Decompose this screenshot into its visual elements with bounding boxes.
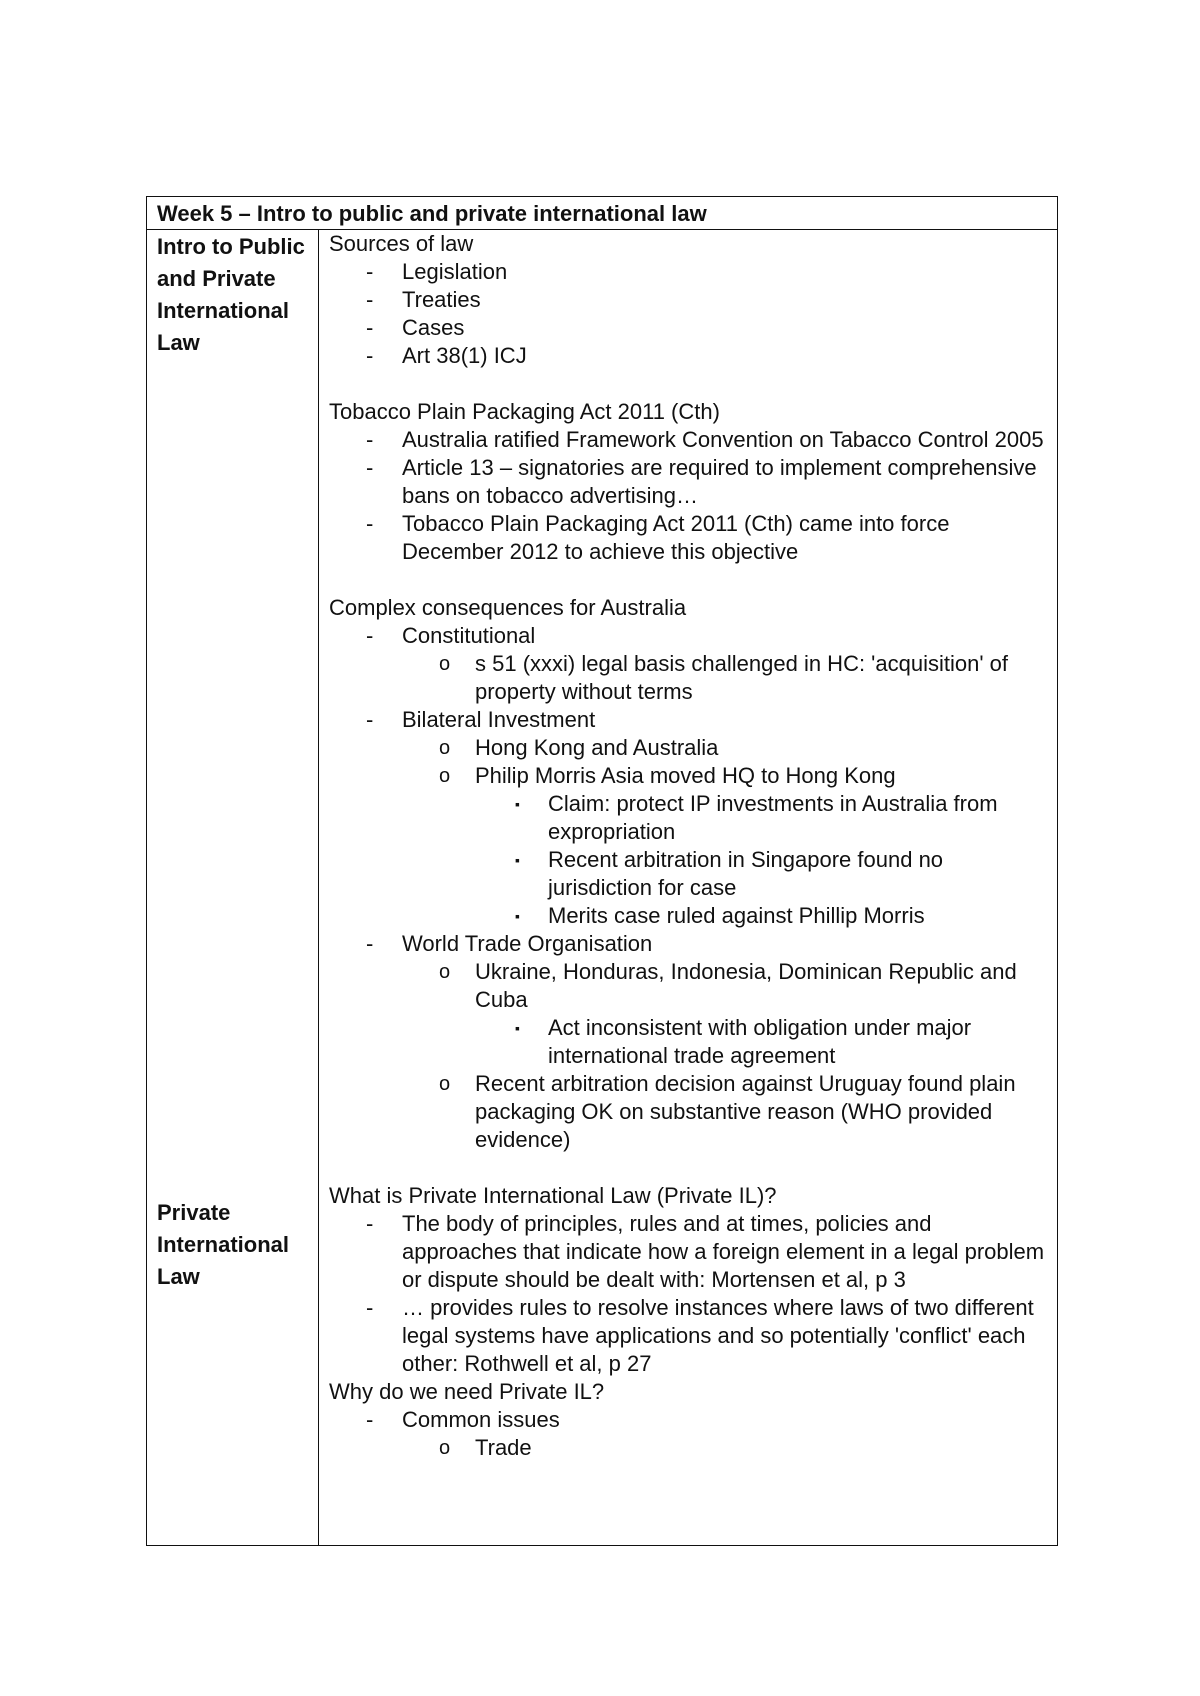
- list-item: - Bilateral Investment: [366, 707, 596, 732]
- list-item: - … provides rules to resolve instances where laws of two different legal systems have applications and so potentially 'conflict' each other: Rothwell et al, p 27: [366, 1295, 1034, 1376]
- circle-bullet: o: [439, 765, 451, 787]
- dash-bullet: -: [366, 343, 374, 368]
- list-item: o Hong Kong and Australia: [439, 735, 719, 760]
- square-bullet: ▪: [515, 1020, 520, 1036]
- table-header: Week 5 – Intro to public and private international law: [147, 197, 1057, 230]
- dash-bullet: -: [366, 511, 374, 536]
- list-item: - Constitutional: [366, 623, 536, 648]
- list-item: - Article 13 – signatories are required to implement comprehensive bans on tobacco advertising…: [366, 455, 1037, 508]
- list-item: ▪ Recent arbitration in Singapore found no jurisdiction for case: [515, 847, 944, 900]
- list-item: - Common issues: [366, 1407, 560, 1432]
- section-sources-of-law: [329, 230, 1049, 370]
- section-tobacco-act: [329, 398, 1049, 566]
- dash-bullet: -: [366, 259, 374, 284]
- list-item: - Art 38(1) ICJ: [366, 343, 527, 368]
- list-item: ▪ Act inconsistent with obligation under major international trade agreement: [515, 1015, 972, 1068]
- list-item: o s 51 (xxxi) legal basis challenged in HC: 'acquisition' of property without terms: [439, 651, 1008, 704]
- circle-bullet: o: [439, 1437, 451, 1459]
- list-item: - The body of principles, rules and at times, policies and approaches that indicate how a foreign element in a legal problem or dispute should be dealt with: Mortensen et al, p 3: [366, 1211, 1045, 1292]
- dash-bullet: -: [366, 931, 374, 956]
- section-title: Tobacco Plain Packaging Act 2011 (Cth): [329, 399, 720, 424]
- circle-bullet: o: [439, 1073, 451, 1095]
- section-why-private-il: [329, 1378, 1049, 1462]
- dash-bullet: -: [366, 1407, 374, 1432]
- list-item: o Philip Morris Asia moved HQ to Hong Kong: [439, 763, 896, 788]
- square-bullet: ▪: [515, 796, 520, 812]
- list-item: - World Trade Organisation: [366, 931, 653, 956]
- dash-bullet: -: [366, 455, 374, 480]
- notes-table: [146, 196, 1058, 1546]
- list-item: o Ukraine, Honduras, Indonesia, Dominican Republic and Cuba: [439, 959, 1017, 1012]
- section-title: Complex consequences for Australia: [329, 595, 687, 620]
- row-label-private-il: Private International Law: [157, 1200, 290, 1289]
- section-title: What is Private International Law (Private IL)?: [329, 1183, 777, 1208]
- circle-bullet: o: [439, 737, 451, 759]
- dash-bullet: -: [366, 315, 374, 340]
- circle-bullet: o: [439, 653, 451, 675]
- dash-bullet: -: [366, 1211, 374, 1236]
- circle-bullet: o: [439, 961, 451, 983]
- column-divider: [318, 230, 319, 1545]
- list-item: - Cases: [366, 315, 465, 340]
- section-complex-consequences: [329, 594, 1049, 1154]
- list-item: - Treaties: [366, 287, 481, 312]
- dash-bullet: -: [366, 707, 374, 732]
- list-item: ▪ Claim: protect IP investments in Australia from expropriation: [515, 791, 998, 844]
- square-bullet: ▪: [515, 908, 520, 924]
- list-item: o Trade: [439, 1435, 532, 1460]
- list-item: - Tobacco Plain Packaging Act 2011 (Cth) came into force December 2012 to achieve this objective: [366, 511, 950, 564]
- list-item: - Australia ratified Framework Convention on Tabacco Control 2005: [366, 427, 1044, 452]
- list-item: - Legislation: [366, 259, 508, 284]
- notes-content: [329, 230, 1049, 1462]
- square-bullet: ▪: [515, 852, 520, 868]
- row-label-intro: Intro to Public and Private International Law: [157, 234, 305, 355]
- section-what-is-private-il: [329, 1182, 1049, 1378]
- dash-bullet: -: [366, 1295, 374, 1320]
- section-title: Why do we need Private IL?: [329, 1379, 605, 1404]
- dash-bullet: -: [366, 623, 374, 648]
- list-item: ▪ Merits case ruled against Phillip Morris: [515, 903, 925, 928]
- section-title: Sources of law: [329, 231, 474, 256]
- list-item: o Recent arbitration decision against Uruguay found plain packaging OK on substantive reason (WHO provided evidence): [439, 1071, 1016, 1152]
- dash-bullet: -: [366, 287, 374, 312]
- dash-bullet: -: [366, 427, 374, 452]
